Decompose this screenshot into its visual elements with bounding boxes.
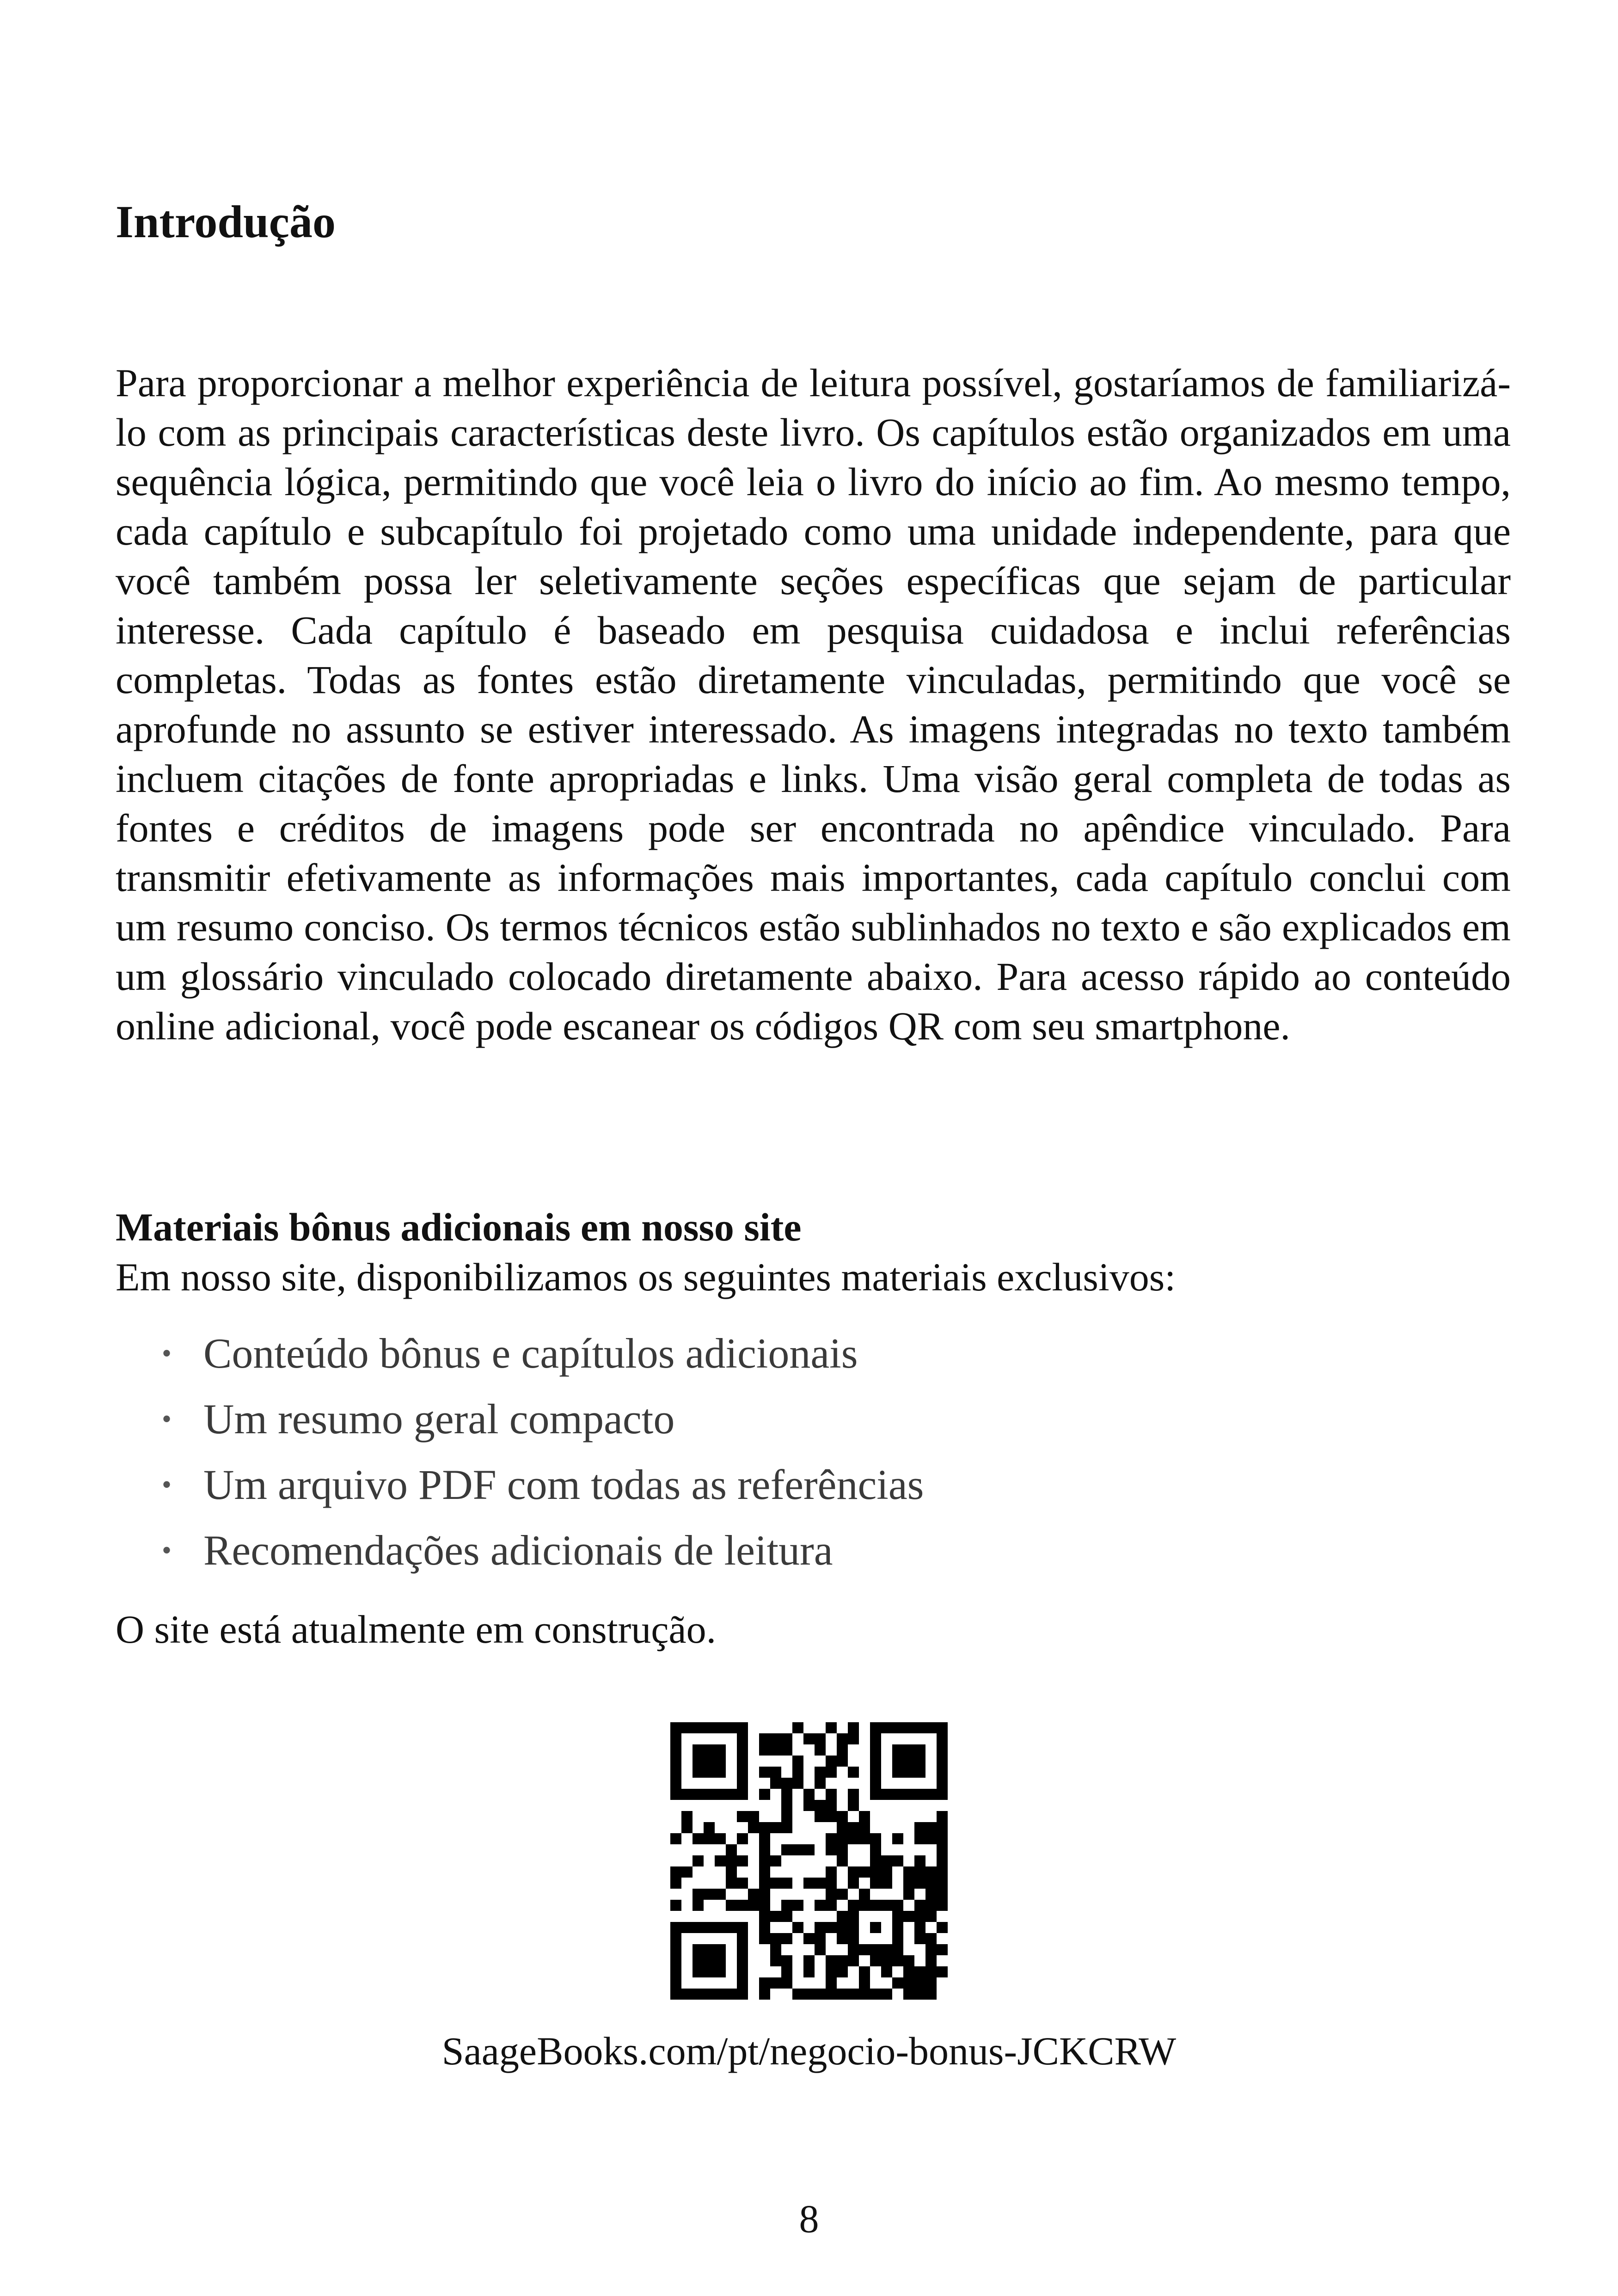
bonus-list (116, 1320, 1511, 1583)
list-item (116, 1452, 1511, 1517)
bonus-title: Materiais bônus adicionais em nosso site (116, 1205, 802, 1249)
status-text: O site está atualmente em construção. (116, 1607, 717, 1651)
intro-paragraph: Para proporcionar a melhor experiência de leitura possível, gostaríamos de familiarizá-lo com as principais características deste livro. Os capítulos estão organizados em uma sequência lógica, permitindo que você leia o livro do início ao fim. Ao mesmo tempo, cada capítulo e subcapítulo foi projetado como uma unidade independente, para que você também possa ler seletivamente seções específicas que sejam de particular interesse. Cada capítulo é baseado em pesquisa cuidadosa e inclui referências completas. Todas as fontes estão diretamente vinculadas, permitindo que você se aprofunde no assunto se estiver interessado. As imagens integradas no texto também incluem citações de fonte apropriadas e links. Uma visão geral completa de todas as fontes e créditos de imagens pode ser encontrada no apêndice vinculado. Para transmitir efetivamente as informações mais importantes, cada capítulo conclui com um resumo conciso. Os termos técnicos estão sublinhados no texto e são explicados em um glossário vinculado colocado diretamente abaixo. Para acesso rápido ao conteúdo online adicional, você pode escanear os códigos QR com seu smartphone. (116, 361, 1511, 1048)
list-item (116, 1517, 1511, 1583)
list-item-label: Recomendações adicionais de leitura (203, 1527, 833, 1574)
list-item (116, 1386, 1511, 1452)
bonus-section (116, 1202, 1511, 1583)
page-title: Introdução (116, 196, 336, 247)
bullet-icon: • (162, 1535, 172, 1565)
list-item-label: Conteúdo bônus e capítulos adicionais (203, 1330, 858, 1377)
bonus-url-link[interactable]: SaageBooks.com/pt/negocio-bonus-JCKCRW (441, 2029, 1177, 2073)
page-number: 8 (799, 2197, 819, 2241)
list-item-label: Um arquivo PDF com todas as referências (203, 1461, 924, 1508)
bullet-icon: • (162, 1469, 172, 1500)
qr-code-graphic (670, 1722, 948, 2000)
bullet-icon: • (162, 1404, 172, 1434)
list-item-label: Um resumo geral compacto (203, 1395, 675, 1443)
qr-code-icon[interactable] (670, 1722, 948, 2000)
bullet-icon: • (162, 1338, 172, 1369)
list-item (116, 1320, 1511, 1386)
bonus-lead: Em nosso site, disponibilizamos os seguintes materiais exclusivos: (116, 1255, 1176, 1299)
